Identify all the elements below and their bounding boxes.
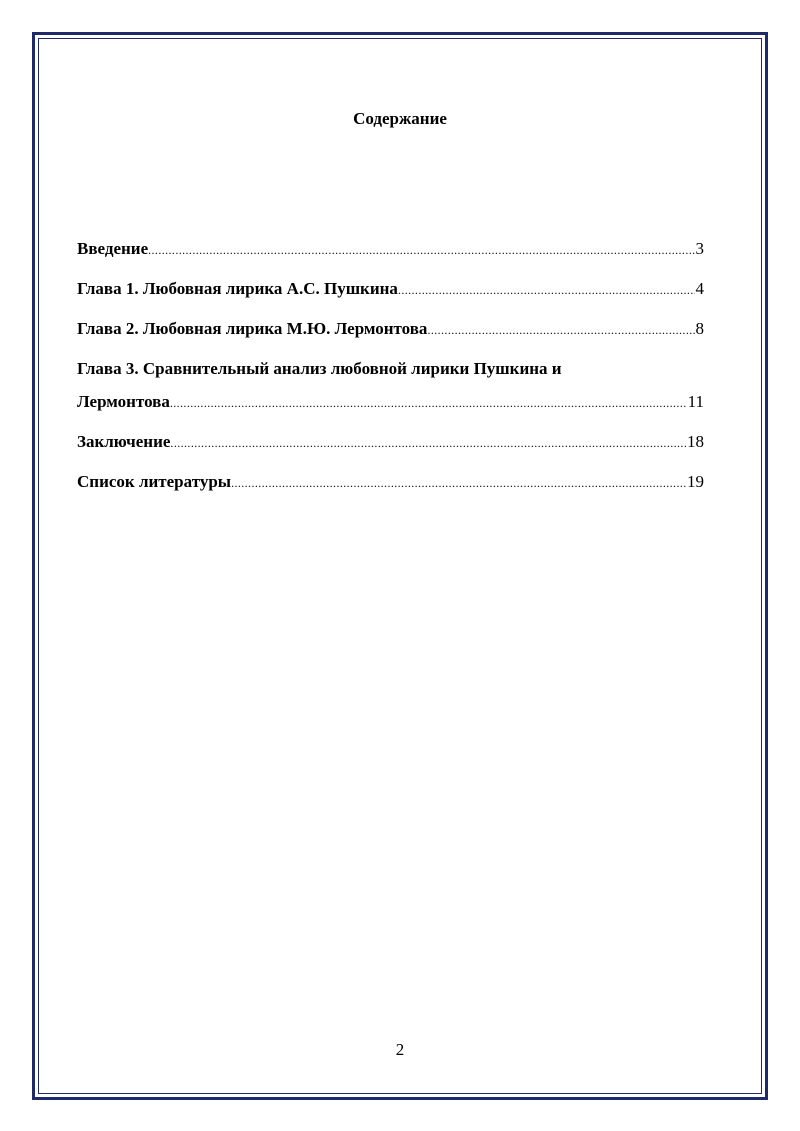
toc-dot-leader	[170, 432, 686, 454]
toc-entry-page: 18	[687, 432, 704, 451]
toc-entry-label: Список литературы	[77, 472, 232, 491]
toc-entry-label-line2: Лермонтова	[77, 392, 170, 411]
toc-entry-chapter-3[interactable]	[77, 358, 704, 414]
toc-entry-label: Глава 2. Любовная лирика М.Ю. Лермонтова	[77, 319, 428, 338]
toc-entry-page: 3	[695, 239, 704, 258]
page-border-inner	[38, 38, 762, 1094]
toc-entry-introduction[interactable]	[77, 238, 704, 261]
toc-entry-bibliography[interactable]	[77, 471, 704, 494]
page-title: Содержание	[353, 109, 447, 128]
toc-entry-label: Введение	[77, 239, 149, 258]
toc-entry-page: 8	[695, 319, 704, 338]
toc-entry-label: Глава 1. Любовная лирика А.С. Пушкина	[77, 279, 398, 298]
toc-entry-chapter-2[interactable]	[77, 318, 704, 341]
toc-entry-page: 19	[687, 472, 704, 491]
toc-entry-label: Заключение	[77, 432, 171, 451]
toc-dot-leader	[148, 239, 694, 261]
toc-entry-label-line1: Глава 3. Сравнительный анализ любовной лирики Пушкина и	[77, 359, 562, 378]
toc-entry-chapter-1[interactable]	[77, 278, 704, 301]
page-number: 2	[395, 1040, 405, 1059]
toc-entry-page: 11	[687, 392, 704, 411]
toc-entry-page: 4	[695, 279, 704, 298]
toc-dot-leader	[170, 392, 687, 414]
toc-dot-leader	[231, 472, 686, 494]
toc-dot-leader	[427, 319, 694, 341]
table-of-contents	[77, 238, 704, 511]
toc-entry-conclusion[interactable]	[77, 431, 704, 454]
toc-dot-leader	[398, 279, 695, 301]
